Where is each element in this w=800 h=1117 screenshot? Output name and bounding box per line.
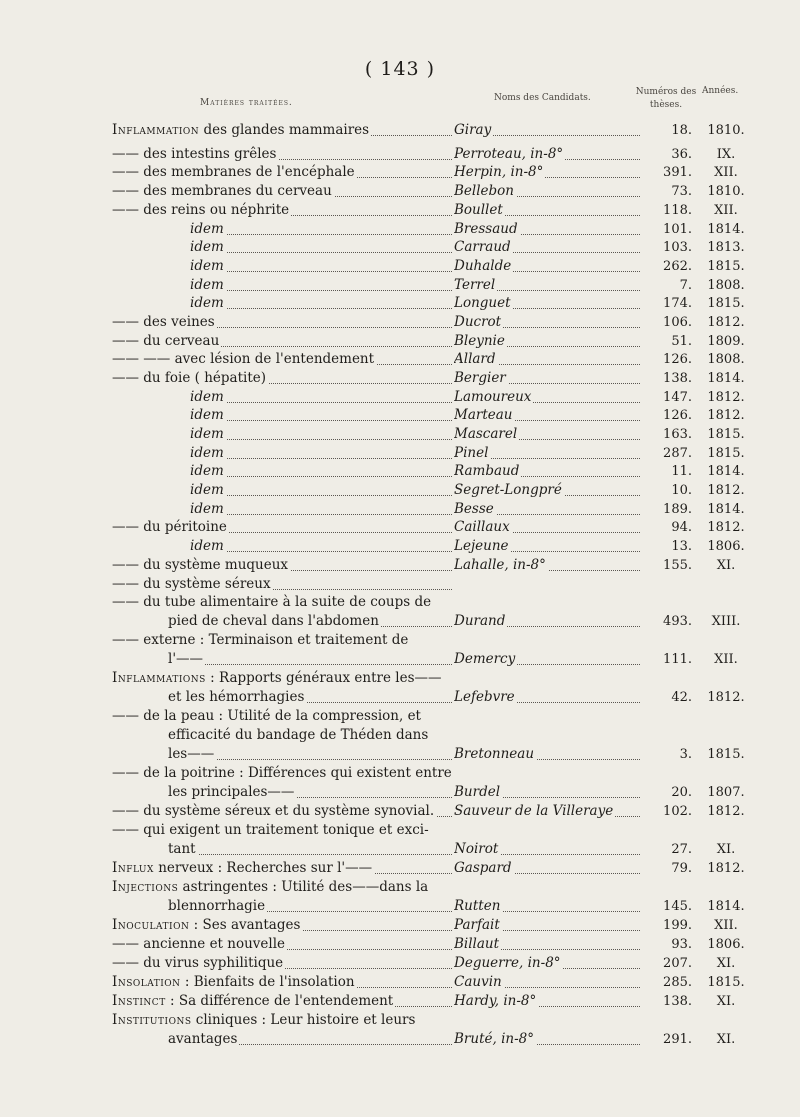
subject-text: —— du virus syphilitique: [112, 955, 284, 971]
subject-text: —— du foie ( hépatite): [112, 370, 266, 386]
candidate-name: Allard: [454, 350, 644, 369]
subject-text: les principales——: [168, 784, 295, 800]
thesis-year: 1812.: [707, 390, 745, 405]
subject-text: idem: [190, 407, 224, 423]
subject-text: idem: [190, 501, 224, 517]
thesis-number: 118.: [663, 203, 692, 218]
subject-text: —— ancienne et nouvelle: [112, 936, 286, 952]
candidate-name: Bruté, in-8°: [454, 1030, 644, 1049]
thesis-year: 1815.: [707, 975, 745, 990]
subject-text: pied de cheval dans l'abdomen: [168, 613, 379, 629]
candidate-name: Durand: [454, 612, 644, 631]
thesis-year: 1808.: [707, 278, 745, 293]
subject-text: —— —— avec lésion de l'entendement: [112, 351, 375, 367]
thesis-number: 11.: [671, 464, 692, 479]
subject-text: —— des membranes du cerveau: [112, 183, 332, 199]
subject-heading: Inflammations: [112, 670, 206, 686]
candidate-name: Herpin, in-8°: [454, 163, 644, 182]
thesis-year: XII.: [714, 203, 738, 218]
thesis-year: XII.: [714, 918, 738, 933]
subject-text: idem: [190, 258, 224, 274]
thesis-year: XI.: [716, 842, 736, 857]
thesis-number: 174.: [663, 296, 692, 311]
thesis-number: 147.: [663, 390, 692, 405]
thesis-number: 287.: [663, 446, 692, 461]
candidate-name: Ducrot: [454, 313, 644, 332]
subject-text: idem: [190, 463, 224, 479]
candidate-name: Rambaud: [454, 462, 644, 481]
thesis-year: 1814.: [707, 502, 745, 517]
subject-text: Inoculation : Ses avantages: [112, 917, 301, 933]
thesis-number: 163.: [663, 427, 692, 442]
candidate-name: Hardy, in-8°: [454, 992, 644, 1011]
thesis-year: 1812.: [707, 861, 745, 876]
subject-text: Instinct : Sa différence de l'entendement: [112, 993, 394, 1009]
thesis-number: 36.: [671, 147, 692, 162]
thesis-number: 189.: [663, 502, 692, 517]
subject-text: idem: [190, 482, 224, 498]
thesis-number: 18.: [671, 123, 692, 138]
subject-text: avantages: [168, 1031, 238, 1047]
subject-text: —— des intestins grêles: [112, 146, 277, 162]
subject-text: idem: [190, 445, 224, 461]
candidate-name: Lejeune: [454, 537, 644, 556]
thesis-number: 493.: [663, 614, 692, 629]
thesis-year: XI.: [716, 558, 736, 573]
subject-text: blennorrhagie: [168, 898, 266, 914]
candidate-name: Marteau: [454, 406, 644, 425]
candidate-name: Cauvin: [454, 973, 644, 992]
subject-text: —— des membranes de l'encéphale: [112, 164, 355, 180]
subject-heading: Institutions: [112, 1012, 192, 1028]
candidate-name: Segret-Longpré: [454, 481, 644, 500]
thesis-year: IX.: [716, 147, 736, 162]
subject-text: l'——: [168, 651, 204, 667]
candidate-name: Giray: [454, 121, 644, 140]
thesis-year: 1810.: [707, 184, 745, 199]
candidate-name: Lahalle, in-8°: [454, 556, 644, 575]
thesis-number: 262.: [663, 259, 692, 274]
thesis-number: 207.: [663, 956, 692, 971]
subject-text: idem: [190, 277, 224, 293]
thesis-number: 20.: [671, 785, 692, 800]
thesis-year: 1815.: [707, 747, 745, 762]
thesis-year: 1812.: [707, 520, 745, 535]
thesis-year: 1815.: [707, 296, 745, 311]
subject-text: tant: [168, 841, 196, 857]
page-number: ( 143 ): [364, 58, 436, 80]
candidate-name: Carraud: [454, 238, 644, 257]
candidate-name: Deguerre, in-8°: [454, 954, 644, 973]
subject-text: —— du système séreux: [112, 576, 271, 592]
thesis-year: 1807.: [707, 785, 745, 800]
thesis-number: 126.: [663, 352, 692, 367]
thesis-number: 155.: [663, 558, 692, 573]
subject-text: les——: [168, 746, 215, 762]
thesis-year: 1815.: [707, 427, 745, 442]
thesis-number: 285.: [663, 975, 692, 990]
thesis-year: 1810.: [707, 123, 745, 138]
thesis-number: 27.: [671, 842, 692, 857]
header-candidats: Noms des Candidats.: [494, 93, 591, 103]
candidate-name: Boullet: [454, 201, 644, 220]
subject-text: idem: [190, 239, 224, 255]
thesis-year: XII.: [714, 652, 738, 667]
candidate-name: Noirot: [454, 840, 644, 859]
subject-text: idem: [190, 221, 224, 237]
thesis-number: 73.: [671, 184, 692, 199]
subject-heading: Influx: [112, 860, 154, 876]
candidate-name: Sauveur de la Villeraye: [454, 802, 644, 821]
thesis-year: 1812.: [707, 483, 745, 498]
thesis-year: 1806.: [707, 539, 745, 554]
thesis-number: 199.: [663, 918, 692, 933]
thesis-year: 1813.: [707, 240, 745, 255]
subject-heading: Injections: [112, 879, 179, 895]
subject-text: —— du tube alimentaire à la suite de coups de: [112, 594, 432, 610]
subject-text: —— du système séreux et du système synovial.: [112, 803, 435, 819]
thesis-number: 13.: [671, 539, 692, 554]
candidate-name: Caillaux: [454, 518, 644, 537]
candidate-name: Besse: [454, 500, 644, 519]
thesis-year: 1815.: [707, 259, 745, 274]
subject-text: —— de la peau : Utilité de la compression, et: [112, 708, 421, 724]
candidate-name: Bleynie: [454, 332, 644, 351]
thesis-number: 103.: [663, 240, 692, 255]
candidate-name: Rutten: [454, 897, 644, 916]
candidate-name: Bressaud: [454, 220, 644, 239]
subject-text: Insolation : Bienfaits de l'insolation: [112, 974, 355, 990]
subject-text: idem: [190, 389, 224, 405]
subject-text: —— externe : Terminaison et traitement de: [112, 632, 409, 648]
thesis-number: 126.: [663, 408, 692, 423]
thesis-year: XII.: [714, 165, 738, 180]
candidate-name: Bellebon: [454, 182, 644, 201]
thesis-number: 138.: [663, 994, 692, 1009]
thesis-year: 1812.: [707, 804, 745, 819]
subject-text: —— du péritoine: [112, 519, 227, 535]
candidate-name: Duhalde: [454, 257, 644, 276]
candidate-name: Longuet: [454, 294, 644, 313]
header-numeros: Numéros des thèses.: [635, 87, 697, 110]
candidate-name: Burdel: [454, 783, 644, 802]
candidate-name: Pinel: [454, 444, 644, 463]
thesis-number: 79.: [671, 861, 692, 876]
thesis-number: 51.: [671, 334, 692, 349]
candidate-name: Mascarel: [454, 425, 644, 444]
thesis-number: 101.: [663, 222, 692, 237]
candidate-name: Lefebvre: [454, 688, 644, 707]
candidate-name: Parfait: [454, 916, 644, 935]
thesis-number: 102.: [663, 804, 692, 819]
header-matieres: Matières traitées.: [200, 98, 293, 108]
subject-text: —— du système muqueux: [112, 557, 289, 573]
thesis-year: XI.: [716, 956, 736, 971]
thesis-year: XIII.: [711, 614, 741, 629]
thesis-year: 1808.: [707, 352, 745, 367]
subject-heading: Inoculation: [112, 917, 190, 933]
candidate-name: Billaut: [454, 935, 644, 954]
candidate-name: Lamoureux: [454, 388, 644, 407]
thesis-year: 1814.: [707, 899, 745, 914]
candidate-name: Gaspard: [454, 859, 644, 878]
subject-text: et les hémorrhagies: [168, 689, 305, 705]
subject-text: —— des veines: [112, 314, 215, 330]
thesis-year: 1815.: [707, 446, 745, 461]
candidate-name: Bergier: [454, 369, 644, 388]
subject-text: —— de la poitrine : Différences qui existent entre: [112, 765, 452, 781]
thesis-number: 391.: [663, 165, 692, 180]
subject-text: idem: [190, 295, 224, 311]
candidate-name: Bretonneau: [454, 745, 644, 764]
thesis-number: 106.: [663, 315, 692, 330]
subject-text: Institutions cliniques : Leur histoire et leurs: [112, 1012, 416, 1028]
thesis-year: 1814.: [707, 371, 745, 386]
subject-text: Injections astringentes : Utilité des——dans la: [112, 879, 429, 895]
candidate-name: Terrel: [454, 276, 644, 295]
thesis-number: 111.: [663, 652, 692, 667]
thesis-year: 1812.: [707, 690, 745, 705]
thesis-year: XI.: [716, 994, 736, 1009]
subject-text: —— des reins ou néphrite: [112, 202, 290, 218]
thesis-year: 1812.: [707, 315, 745, 330]
thesis-number: 138.: [663, 371, 692, 386]
subject-heading: Inflammation: [112, 122, 200, 138]
subject-text: Inflammation des glandes mammaires: [112, 122, 370, 138]
thesis-number: 93.: [671, 937, 692, 952]
thesis-year: 1812.: [707, 408, 745, 423]
subject-heading: Insolation: [112, 974, 181, 990]
thesis-number: 145.: [663, 899, 692, 914]
subject-text: Influx nerveux : Recherches sur l'——: [112, 860, 373, 876]
thesis-number: 42.: [671, 690, 692, 705]
subject-text: efficacité du bandage de Théden dans: [168, 727, 429, 743]
candidate-name: Perroteau, in-8°: [454, 145, 644, 164]
subject-text: —— qui exigent un traitement tonique et exci-: [112, 822, 429, 838]
thesis-year: 1806.: [707, 937, 745, 952]
thesis-year: 1814.: [707, 464, 745, 479]
subject-text: Inflammations : Rapports généraux entre les——: [112, 670, 442, 686]
subject-text: idem: [190, 426, 224, 442]
subject-text: —— du cerveau: [112, 333, 220, 349]
thesis-year: 1809.: [707, 334, 745, 349]
header-annees: Années.: [702, 86, 739, 96]
thesis-year: 1814.: [707, 222, 745, 237]
thesis-number: 7.: [679, 278, 692, 293]
thesis-number: 94.: [671, 520, 692, 535]
subject-text: idem: [190, 538, 224, 554]
thesis-year: XI.: [716, 1032, 736, 1047]
thesis-number: 3.: [679, 747, 692, 762]
thesis-number: 291.: [663, 1032, 692, 1047]
thesis-number: 10.: [671, 483, 692, 498]
candidate-name: Demercy: [454, 650, 644, 669]
subject-heading: Instinct: [112, 993, 166, 1009]
